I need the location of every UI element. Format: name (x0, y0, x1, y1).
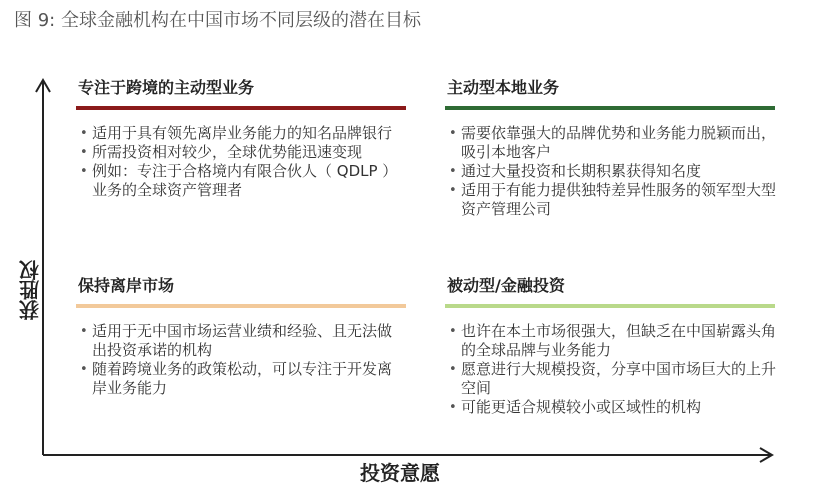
bullet-item: • 通过大量投资和长期积累获得知名度 (445, 162, 781, 181)
quadrant-rule (445, 106, 775, 110)
bullet-item: • 适用于有能力提供独特差异性服务的领军型大型资产管理公司 (445, 181, 781, 219)
figure-title: 图 9: 全球金融机构在中国市场不同层级的潜在目标 (14, 10, 421, 31)
bullet-item: • 适用于具有领先离岸业务能力的知名品牌银行 (76, 124, 392, 143)
bullet-list (445, 124, 775, 219)
bullet-item: • 需要依靠强大的品牌优势和业务能力脱颖而出，吸引本地客户 (445, 124, 781, 162)
bullet-item: • 可能更适合规模较小或区域性的机构 (445, 398, 781, 417)
bullet-list (76, 322, 406, 398)
bullet-item: • 例如：专注于合格境内有限合伙人（ QDLP ）业务的全球资产管理者 (76, 162, 392, 200)
quadrant-rule (445, 304, 775, 308)
bullet-item: • 适用于无中国市场运营业绩和经验、且无法做出投资承诺的机构 (76, 322, 397, 360)
quadrant-bottom-right (445, 276, 775, 417)
y-axis-label: 获胜权 (18, 260, 43, 320)
bullet-item: • 愿意进行大规模投资，分享中国市场巨大的上升空间 (445, 360, 781, 398)
quadrant-title: 主动型本地业务 (447, 78, 560, 97)
bullet-item: • 也许在本土市场很强大，但缺乏在中国崭露头角的全球品牌与业务能力 (445, 322, 781, 360)
bullet-list (76, 124, 406, 200)
bullet-item: • 随着跨境业务的政策松动，可以专注于开发离岸业务能力 (76, 360, 397, 398)
x-axis-label: 投资意愿 (360, 461, 440, 485)
bullet-item: • 所需投资相对较少，全球优势能迅速变现 (76, 143, 392, 162)
quadrant-top-left (76, 78, 406, 200)
quadrant-top-right (445, 78, 775, 219)
quadrant-title: 被动型/金融投资 (447, 276, 565, 295)
quadrant-rule (76, 106, 406, 110)
quadrant-rule (76, 304, 406, 308)
bullet-list (445, 322, 775, 417)
quadrant-title: 保持离岸市场 (78, 276, 175, 295)
quadrant-title: 专注于跨境的主动型业务 (78, 78, 255, 97)
quadrant-bottom-left (76, 276, 406, 398)
